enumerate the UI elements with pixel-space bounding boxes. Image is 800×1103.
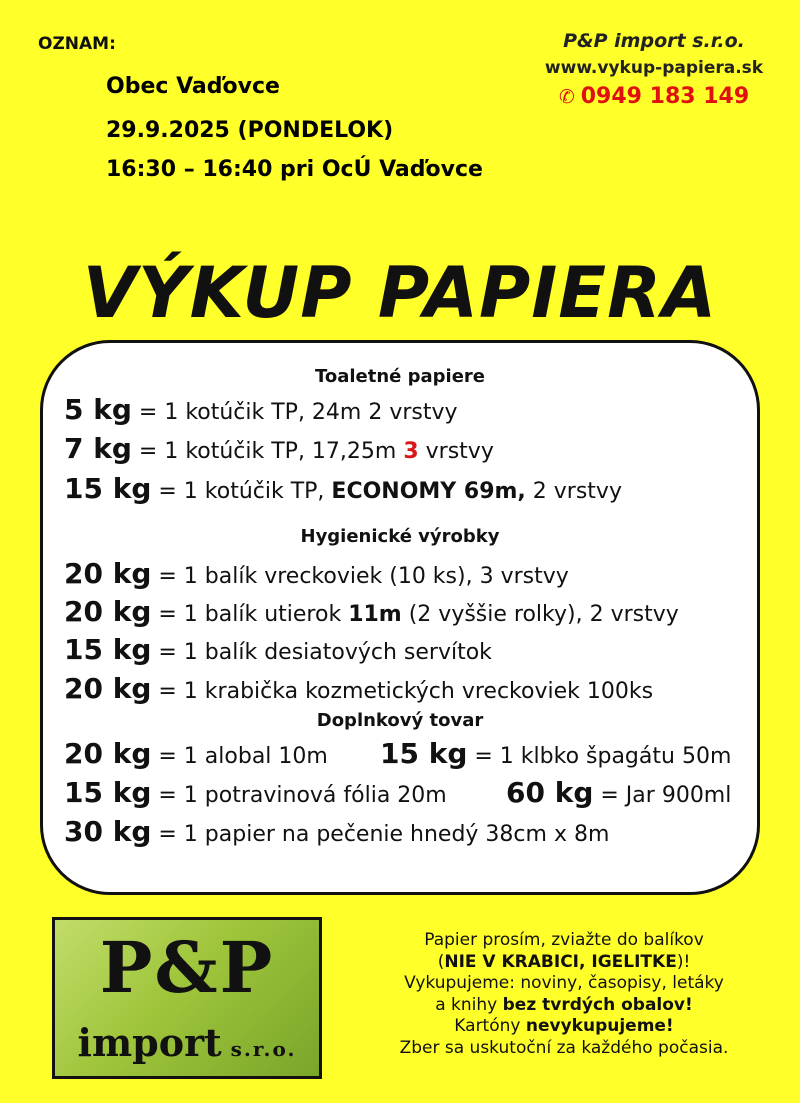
- offer-item: = 1 kotúčik TP, 24m 2 vrstvy: [131, 400, 458, 425]
- offer-weight: 20 kg: [64, 595, 152, 628]
- offer-item-end: (2 vyššie rolky), 2 vrstvy: [401, 602, 679, 627]
- section-title-hygiene: Hygienické výrobky: [300, 526, 500, 547]
- offer-row: [64, 633, 492, 666]
- offer-item: = 1 kotúčik TP, 17,25m: [131, 439, 404, 464]
- offer-weight: 7 kg: [64, 432, 132, 465]
- offer-item: = 1 balík vreckoviek (10 ks), 3 vrstvy: [151, 564, 569, 589]
- offer-item: = Jar 900ml: [593, 783, 732, 808]
- offer-highlight: ECONOMY 69m,: [331, 479, 526, 504]
- offer-row: [380, 737, 731, 770]
- note-text: Kartóny: [454, 1016, 526, 1036]
- note-bold: NIE V KRABICI, IGELITKE: [444, 951, 677, 972]
- offer-item: = 1 papier na pečenie hnedý 38cm x 8m: [151, 822, 610, 847]
- logo-subtitle: [55, 1020, 319, 1065]
- logo-sub-import: import: [77, 1020, 222, 1065]
- note-text: a knihy: [435, 994, 503, 1015]
- offer-weight: 15 kg: [380, 737, 468, 770]
- note-bold: nevykupujeme!: [525, 1016, 674, 1036]
- company-logo: [52, 917, 322, 1079]
- logo-main-text: P&P: [99, 926, 275, 1009]
- offer-weight: 20 kg: [64, 737, 152, 770]
- offer-item-end: 2 vrstvy: [525, 479, 622, 504]
- offer-item: = 1 alobal 10m: [151, 744, 328, 769]
- event-village: Obec Vaďovce: [106, 74, 280, 99]
- company-name: P&P import s.r.o.: [563, 30, 745, 52]
- offer-weight: 15 kg: [64, 776, 152, 809]
- offer-item: = 1 kotúčik TP,: [151, 479, 332, 504]
- offer-row: [64, 557, 569, 590]
- offer-row: [64, 672, 653, 705]
- section-title-toilet-paper: Toaletné papiere: [314, 366, 486, 387]
- note-line: [350, 1016, 778, 1038]
- offer-row: [64, 432, 494, 465]
- event-date: 29.9.2025 (PONDELOK): [106, 118, 394, 143]
- note-line: Zber sa uskutoční za každého počasia.: [399, 1037, 729, 1058]
- offer-row: [64, 737, 328, 770]
- offer-row: [64, 595, 679, 628]
- offer-weight: 15 kg: [64, 472, 152, 505]
- offer-row: [64, 393, 458, 426]
- offer-item-end: vrstvy: [418, 439, 494, 464]
- offer-weight: 5 kg: [64, 393, 132, 426]
- offer-highlight: 11m: [348, 602, 402, 627]
- offer-weight: 15 kg: [64, 633, 152, 666]
- note-text: (: [437, 951, 445, 972]
- website-link[interactable]: www.vykup-papiera.sk: [544, 58, 764, 78]
- phone-number: 0949 183 149: [580, 84, 750, 109]
- note-text: )!: [676, 951, 691, 972]
- phone-icon: ✆: [558, 86, 575, 108]
- section-title-extra: Doplnkový tovar: [316, 710, 484, 731]
- offer-row: [64, 815, 609, 848]
- offer-item: = 1 balík utierok: [151, 602, 349, 627]
- offer-item: = 1 klbko špagátu 50m: [467, 744, 732, 769]
- offer-weight: 60 kg: [506, 776, 594, 809]
- offer-weight: 30 kg: [64, 815, 152, 848]
- note-bold: bez tvrdých obalov!: [502, 994, 693, 1015]
- phone-number-line[interactable]: [524, 84, 784, 109]
- collection-notes: [350, 930, 778, 1059]
- offer-row: [64, 776, 447, 809]
- offer-item: = 1 krabička kozmetických vreckoviek 100ks: [151, 679, 654, 704]
- offer-row: [64, 472, 622, 505]
- event-time-place: 16:30 – 16:40 pri OcÚ Vaďovce: [106, 157, 483, 182]
- note-line: [350, 952, 778, 974]
- offer-weight: 20 kg: [64, 557, 152, 590]
- note-line: Vykupujeme: noviny, časopisy, letáky: [404, 973, 724, 993]
- note-line: [350, 995, 778, 1017]
- note-line: Papier prosím, zviažte do balíkov: [424, 930, 704, 950]
- logo-sub-sro: s.r.o.: [221, 1037, 297, 1061]
- offer-item: = 1 balík desiatových servítok: [151, 640, 492, 665]
- offer-highlight: 3: [403, 439, 419, 464]
- offer-weight: 20 kg: [64, 672, 152, 705]
- offer-item: = 1 potravinová fólia 20m: [151, 783, 447, 808]
- notice-label: OZNAM:: [38, 34, 116, 54]
- offer-row: [506, 776, 731, 809]
- headline: VÝKUP PAPIERA: [82, 252, 718, 334]
